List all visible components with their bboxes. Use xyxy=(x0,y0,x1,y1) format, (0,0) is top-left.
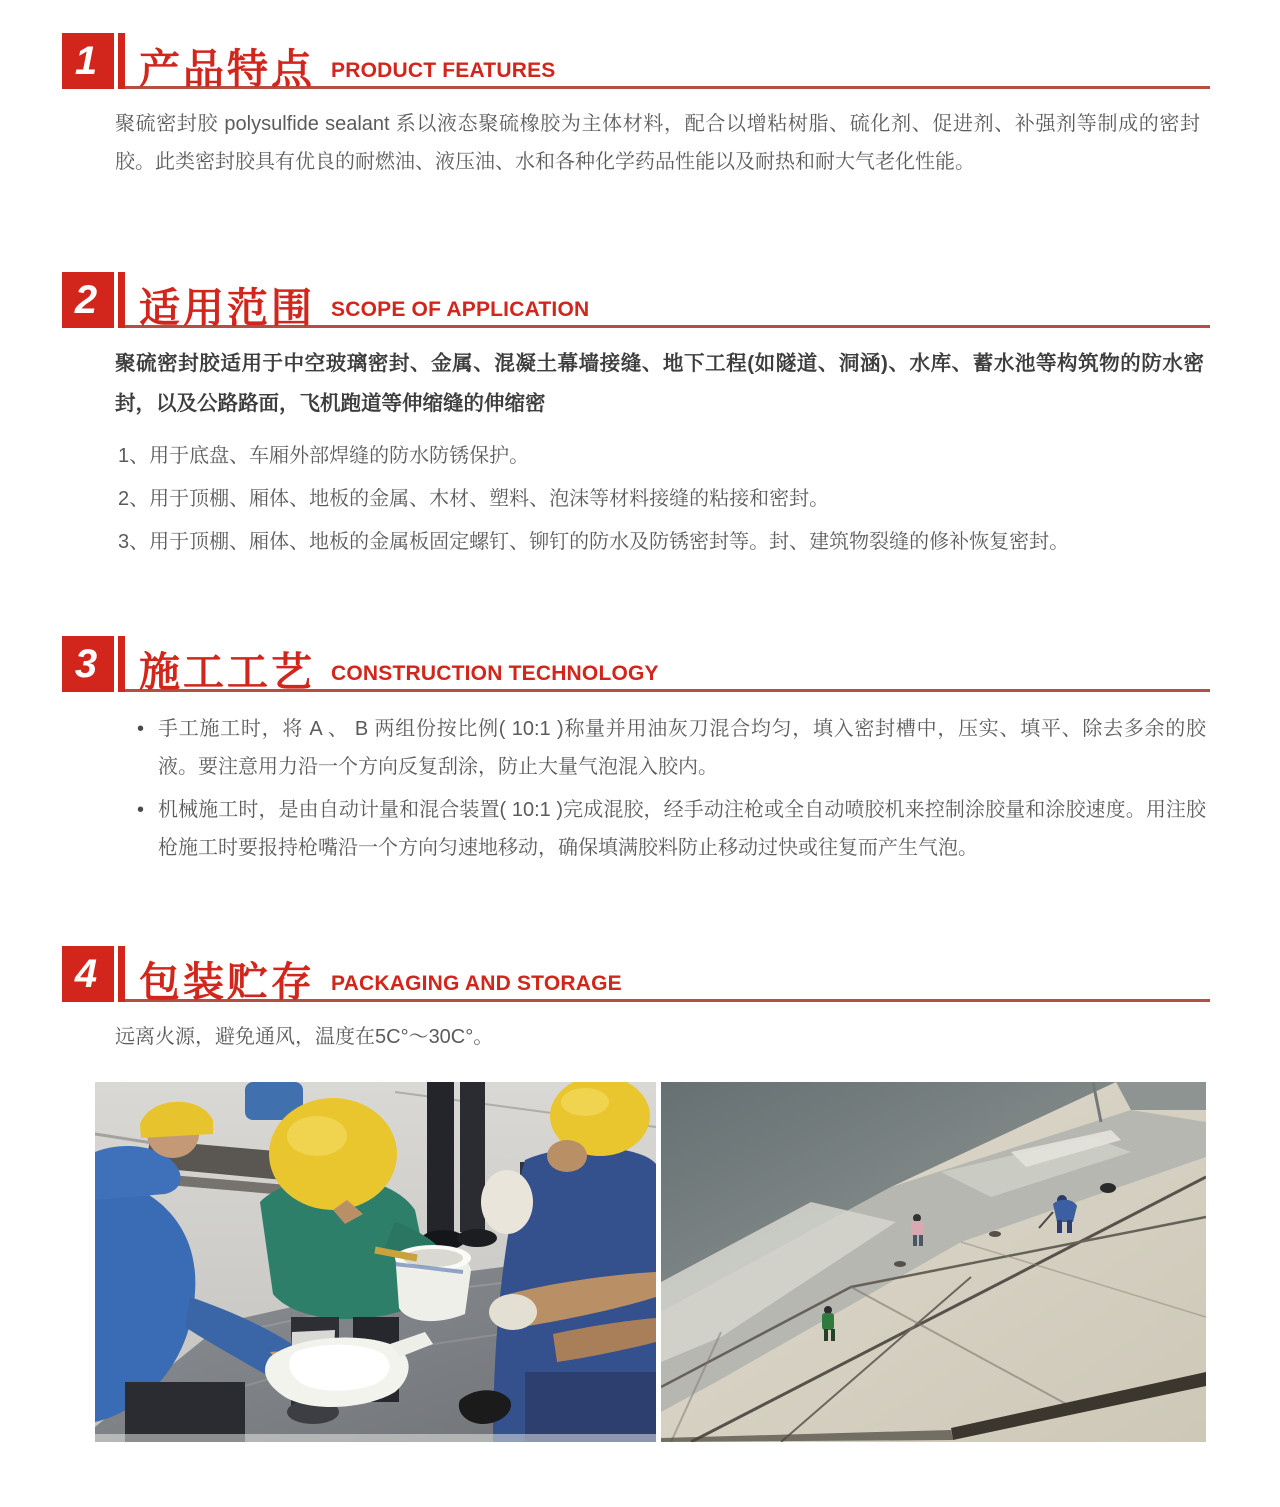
section-title-zh: 产品特点 xyxy=(139,46,315,92)
section-number: 1 xyxy=(74,39,98,83)
badge-stripe xyxy=(118,33,125,89)
section-titles xyxy=(125,33,1210,92)
section-product-features xyxy=(62,33,1210,181)
section-paragraph: 聚硫密封胶 polysulfide sealant 系以液态聚硫橡胶为主体材料，配合以增粘树脂、硫化剂、促进剂、补强剂等制成的密封胶。此类密封胶具有优良的耐燃油、液压油、水和各种化学药品性能以及耐热和耐大气老化性能。 xyxy=(115,113,1200,173)
application-list xyxy=(62,438,1210,561)
list-item: • 手工施工时，将 A 、 B 两组份按比例( 10:1 )称量并用油灰刀混合均匀，填入密封槽中，压实、填平、除去多余的胶液。要注意用力沿一个方向反复刮涂，防止大量气泡混入胶内。 xyxy=(137,710,1206,786)
construction-steps-list xyxy=(62,710,1210,867)
section-title-zh: 包装贮存 xyxy=(139,959,315,1005)
section-construction-technology xyxy=(62,636,1210,872)
badge-stripe xyxy=(118,636,125,692)
section-titles xyxy=(125,272,1210,331)
section-header xyxy=(62,636,1210,695)
section-paragraph: 远离火源，避免通风，温度在5C°～30C°。 xyxy=(115,1026,494,1048)
photo-dam-slope-workers xyxy=(661,1082,1206,1442)
section-titles xyxy=(125,946,1210,1005)
section-number: 3 xyxy=(74,642,98,686)
badge-box xyxy=(62,272,114,328)
section-number-badge xyxy=(62,272,125,328)
section-title-en: CONSTRUCTION TECHNOLOGY xyxy=(331,662,659,685)
list-item: • 机械施工时，是由自动计量和混合装置( 10:1 )完成混胶，经手动注枪或全自动喷胶机来控制涂胶量和涂胶速度。用注胶枪施工时要报持枪嘴沿一个方向匀速地移动，确保填满胶料防止移动过快或往复而产生气泡。 xyxy=(137,791,1206,867)
badge-stripe xyxy=(118,272,125,328)
section-number-badge xyxy=(62,33,125,89)
list-item: 1、用于底盘、车厢外部焊缝的防水防锈保护。 xyxy=(118,445,530,467)
list-item: 3、用于顶棚、厢体、地板的金属板固定螺钉、铆钉的防水及防锈密封等。封、建筑物裂缝的修补恢复密封。 xyxy=(118,531,1070,553)
photo-right-illustration xyxy=(661,1082,1206,1442)
section-header xyxy=(62,272,1210,331)
section-header xyxy=(62,946,1210,1005)
section-lead-paragraph: 聚硫密封胶适用于中空玻璃密封、金属、混凝土幕墙接缝、地下工程(如隧道、洞涵)、水库、蓄水池等构筑物的防水密封，以及公路路面，飞机跑道等伸缩缝的伸缩密 xyxy=(115,352,1204,415)
photo-workers-mixing-sealant xyxy=(95,1082,656,1442)
section-number-badge xyxy=(62,636,125,692)
section-title-en: PACKAGING AND STORAGE xyxy=(331,972,622,995)
badge-box xyxy=(62,946,114,1002)
section-number: 4 xyxy=(74,952,98,996)
section-header xyxy=(62,33,1210,92)
badge-box xyxy=(62,33,114,89)
section-title-zh: 适用范围 xyxy=(139,285,315,331)
section-number: 2 xyxy=(74,278,98,322)
section-packaging-storage xyxy=(62,946,1210,1056)
photo-left-illustration xyxy=(95,1082,656,1442)
section-scope-of-application xyxy=(62,272,1210,567)
badge-box xyxy=(62,636,114,692)
section-title-zh: 施工工艺 xyxy=(139,649,315,695)
badge-stripe xyxy=(118,946,125,1002)
section-number-badge xyxy=(62,946,125,1002)
section-title-en: PRODUCT FEATURES xyxy=(331,59,556,82)
section-title-en: SCOPE OF APPLICATION xyxy=(331,298,590,321)
list-item: 2、用于顶棚、厢体、地板的金属、木材、塑料、泡沫等材料接缝的粘接和密封。 xyxy=(118,488,830,510)
section-titles xyxy=(125,636,1210,695)
